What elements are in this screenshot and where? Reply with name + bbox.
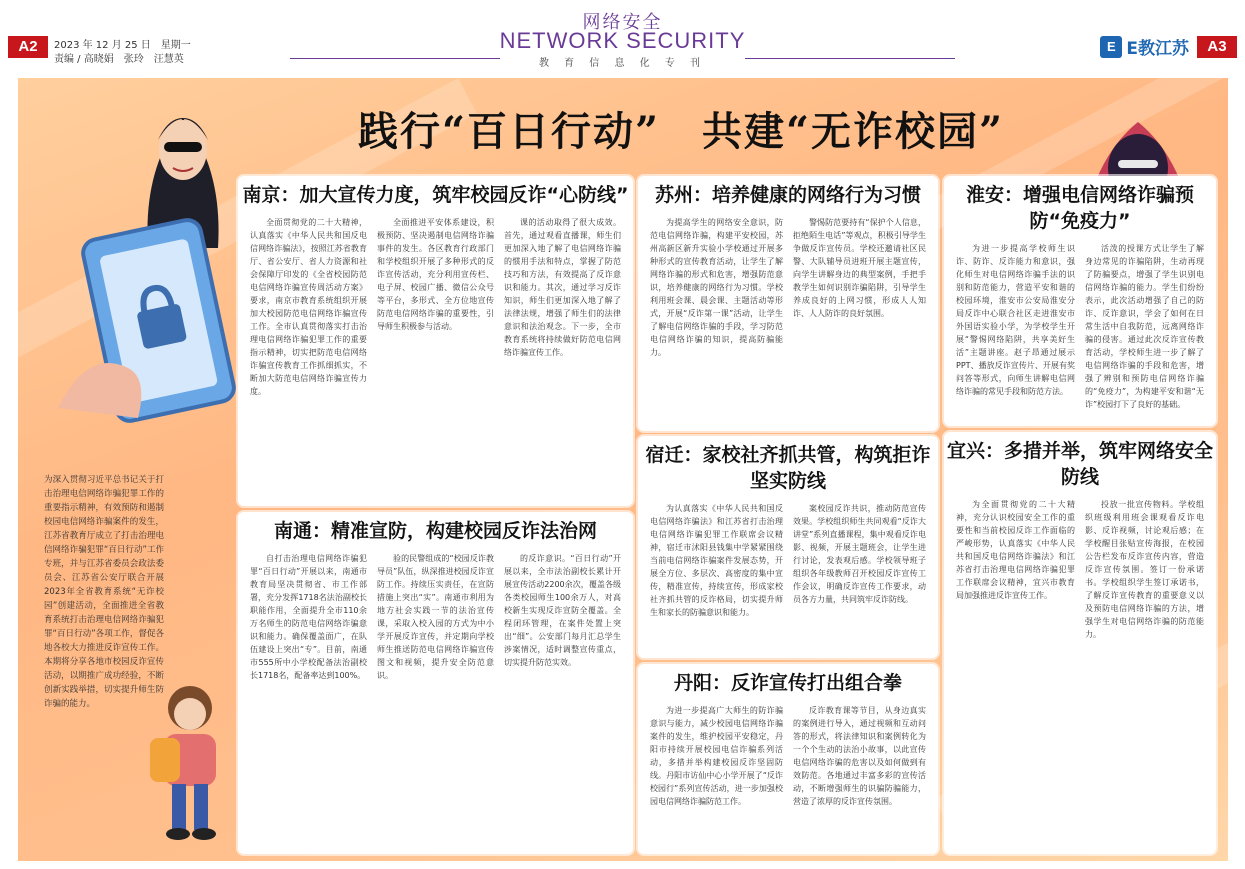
article-column: 案校园反诈共识，推动防范宣传效果。学校组织师生共同观看“反诈大讲堂”系列直播课程，集中观看反诈电影、视频，开展主题班会，让学生进行讨论，发表观后感。学校领导班子组织各年级教师召开校园反诈宣传工作会议，明确反诈宣传工作要求，动员各方力量，共同筑牢反诈防线。: [793, 504, 926, 604]
article-danyang: [638, 664, 938, 854]
article-yixing: [944, 432, 1216, 854]
article-column: 反诈教育课等节目，从身边真实的案例进行导入，通过视频和互动问答的形式，将法律知识和案例转化为一个个生动的法治小故事，以此宣传电信网络诈骗的危害以及如何做到有效防范。各地通过丰富多彩的宣传活动，不断增强师生的识骗防骗能力，营造了浓厚的反诈宣传氛围。: [793, 706, 926, 806]
article-column: 为进一步提高广大师生的防诈骗意识与能力，减少校园电信网络诈骗案件的发生，维护校园平安稳定，丹阳市持续开展校园电信诈骗系列活动，多措并举构建校园反诈坚固防线。丹阳市访仙中心小学开展了“反诈校园行”系列宣传活动，进一步加强校园电信网络诈骗防范工作。: [650, 706, 783, 806]
feature-poster: [18, 78, 1228, 861]
article-column: 自打击治理电信网络诈骗犯罪“百日行动”开展以来，南通市教育局坚决贯彻省、市工作部署，充分发挥1718名法治副校长职能作用，全面提升全市110余万名师生的防范电信网络诈骗意识和能力。确保覆盖面广，在队伍建设上突出“专”。目前，南通市555所中小学校配备法治副校长1718名，配备率达到100%。: [250, 554, 367, 680]
article-column: 为提高学生的网络安全意识，防范电信网络诈骗，构建平安校园，苏州高新区新升实验小学校通过开展多种形式的宣传教育活动，让学生了解网络诈骗的形式和危害，增强防范意识，培养健康的网络行为习惯。学校利用班会课、晨会课、主题活动等形式，开展“反诈第一课”活动，让学生了解电信网络诈骗的手段，学习防范电信网络诈骗的知识，提高防骗能力。: [650, 218, 783, 357]
article-title: 苏州：培养健康的网络行为习惯: [654, 184, 921, 206]
brand-logo: [1100, 34, 1189, 59]
article-column: 警惕防范要持有“保护个人信息，拒绝陌生电话”等观点，积极引导学生争做反诈宣传员。学校还邀请社区民警、大队辅导员进班开展主题宣传，向学生讲解身边的典型案例，手把手教学生如何识别诈骗陷阱，引导学生养成良好的上网习惯，形成人人知诈、人人防诈的良好氛围。: [793, 218, 926, 318]
article-column: 全面贯彻党的二十大精神，认真落实《中华人民共和国反电信网络诈骗法》，按照江苏省教育厅、省公安厅、省人力资源和社会保障厅印发的《全省校园防范电信网络诈骗宣传周活动方案》要求，南京市教育系统组织开展加大校园防范电信网络诈骗宣传工作。全市认真贯彻落实打击治理电信网络诈骗犯罪工作的重要指示精神，切实把防范电信网络诈骗宣传教育工作抓细抓实，不断加大防范电信网络诈骗宣传力度。: [250, 218, 367, 396]
article-title: 宜兴：多措并举，筑牢网络安全防线: [946, 440, 1213, 488]
article-column: 活泼的授课方式让学生了解身边常见的诈骗陷阱，生动再现了防骗要点，增强了学生识别电信网络诈骗的能力。学生们纷纷表示，此次活动增强了自己的防诈、反诈意识，学会了如何在日常生活中自我防范，远离网络诈骗的侵害。通过此次反诈宣传教育活动，学校师生进一步了解了电信网络诈骗的手段和危害，增强了辨别和预防电信网络诈骗的“免疫力”，为构建平安和谐“无诈”校园打下了良好的基础。: [1085, 244, 1204, 409]
editors-line: 责编 / 高晓娟 张玲 汪慧英: [54, 54, 184, 65]
article-column: 全面推进平安体系建设，积极预防、坚决遏制电信网络诈骗事件的发生。各区教育行政部门和学校组织开展了多种形式的反诈宣传活动，充分利用宣传栏、电子屏、校园广播、微信公众号等平台，多形式、全方位地宣传防范电信网络诈骗的重要性，引导师生积极参与活动。: [377, 218, 494, 331]
article-nantong: [238, 512, 633, 854]
article-huaian: [944, 176, 1216, 426]
article-nanjing: [238, 176, 633, 506]
article-column: 投放一批宣传物料。学校组织班级利用班会课观看反诈电影、反诈视频，讨论观后感；在学校醒目张贴宣传海报，在校园公告栏发布反诈宣传内容，营造反诈宣传氛围。签订一份承诺书。学校组织学生签订承诺书，了解反诈宣传教育的重要意义以及预防电信网络诈骗的方法，增强学生对电信网络诈骗的防范能力。: [1085, 500, 1204, 639]
main-headline: 践行“百日行动” 共建“无诈校园”: [358, 108, 1005, 155]
logo-icon: E: [1100, 36, 1122, 58]
logo-text: E教江苏: [1126, 39, 1189, 59]
article-column: 为进一步提高学校师生识诈、防诈、反诈能力和意识，强化师生对电信网络诈骗手法的识别和防范能力，营造平安和谐的校园环境，淮安市公安局淮安分局反诈中心联合社区走进淮安市外国语实验小学，为学校学生开展“警惕网络陷阱，共享美好生活”主题讲座。赵子昂通过展示PPT、播放反诈宣传片、开展有奖问答等形式，向师生讲解电信网络诈骗的常见手段和防范方法。: [956, 244, 1075, 396]
article-title: 丹阳：反诈宣传打出组合拳: [673, 672, 902, 694]
article-column: 验的民警组成的“校园反诈教导员”队伍，纵深推进校园反诈宣防工作。持续压实责任，在宣防措施上突出“实”。南通市利用为地方社会实践一节的法治宣传课，采取入校入园的方式为中小学开展反诈宣传，并定期向学校师生推送防范电信网络诈骗宣传图文和视频，提升安全防范意识。: [377, 554, 494, 680]
article-column: 为全面贯彻党的二十大精神，充分认识校园安全工作的重要性和当前校园反诈工作面临的严峻形势，认真落实《中华人民共和国反电信网络诈骗法》和江苏省打击治理电信网络诈骗犯罪工作联席会议精神，宜兴市教育局加强推进反诈宣传工作。: [956, 500, 1075, 600]
section-title-cn: 网络安全: [582, 12, 663, 33]
article-title: 宿迁：家校社齐抓共管，构筑拒诈坚实防线: [645, 444, 931, 492]
section-title-en: NETWORK SECURITY: [499, 28, 746, 53]
article-column: 课的活动取得了很大成效。首先，通过观看直播课，师生们更加深入地了解了电信网络诈骗的惯用手法和特点，掌握了防范技巧和方法，有效提高了反诈意识和能力。其次，通过学习反诈知识，师生们更加深入地了解了法律法规，增强了师生们的法律意识和法治观念。下一步，全市教育系统将持续做好防范电信网络诈骗宣传工作。: [504, 218, 621, 357]
article-title: 淮安：增强电信网络诈骗预防“免疫力”: [965, 184, 1194, 232]
phone-lock-illustration: [58, 218, 258, 428]
article-title: 南通：精准宣防，构建校园反诈法治网: [273, 520, 597, 542]
article-column: 的反诈意识。“百日行动”开展以来，全市法治副校长累计开展宣传活动2200余次，覆盖各级各类校园师生100余万人，对高校新生实现反诈宣防全覆盖。全程闭环管理，在案件处置上突出“细”。公安部门每月汇总学生涉案情况，适时调整宣传重点，切实提升防范实效。: [504, 554, 621, 667]
page-number-right: A3: [1197, 36, 1237, 58]
page-header: [0, 0, 1245, 74]
article-title: 南京：加大宣传力度，筑牢校园反诈“心防线”: [242, 184, 629, 206]
article-suqian: [638, 436, 938, 658]
article-suzhou: [638, 176, 938, 431]
article-column: 为认真落实《中华人民共和国反电信网络诈骗法》和江苏省打击治理电信网络诈骗犯罪工作联席会议精神，宿迁市沭阳县钱集中学紧紧围绕当前电信网络诈骗案件发展态势，开展全方位、多层次、高密度的集中宣传，精准宣传，持续宣传，形成家校社齐抓共管的反诈格局，切实提升师生和家长的防骗意识和能力。: [650, 504, 783, 617]
issue-date: 2023 年 12 月 25 日 星期一: [54, 40, 191, 51]
page-number-left: A2: [8, 36, 48, 58]
supplement-subtitle: 教 育 信 息 化 专 刊: [538, 58, 707, 69]
intro-paragraph: 为深入贯彻习近平总书记关于打击治理电信网络诈骗犯罪工作的重要指示精神，有效预防和遏制校园电信网络诈骗案件的发生，江苏省教育厅成立了打击治理电信网络诈骗犯罪“百日行动”工作专班，并与江苏省委员会政法委员会、江苏省公安厅联合开展2023年全省教育系统“无诈校园”创建活动，全面推进全省教育系统打击治理电信网络诈骗犯罪“百日行动”各项工作，督促各地各校大力推进反诈宣传工作。本期将分享各地市校园反诈宣传活动，以期推广成功经验，不断创新实践举措，切实提升师生防诈骗的能力。: [44, 475, 164, 709]
